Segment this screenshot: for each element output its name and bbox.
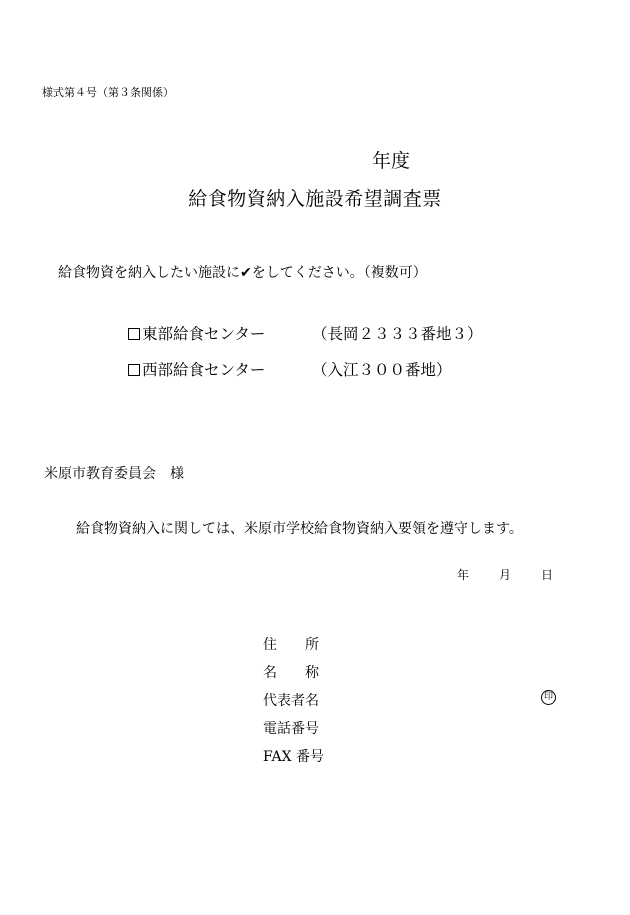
company-name-label: 名 称	[263, 665, 319, 681]
option-east-center[interactable]	[128, 322, 483, 344]
instruction-text: 給食物資を納入したい施設に✔をしてください。（複数可）	[58, 265, 427, 281]
form-number: 様式第４号（第３条関係）	[42, 86, 174, 99]
date-day-label: 日	[541, 568, 554, 582]
fax-label: FAX 番号	[263, 749, 325, 765]
east-center-checkbox[interactable]	[128, 328, 140, 340]
east-center-address: （長岡２３３３番地３）	[312, 325, 483, 343]
west-center-address: （入江３００番地）	[312, 361, 452, 379]
phone-label: 電話番号	[263, 721, 319, 737]
addressee: 米原市教育委員会 様	[44, 466, 184, 482]
date-year-label: 年	[457, 568, 470, 582]
compliance-statement: 給食物資納入に関しては、米原市学校給食物資納入要領を遵守します。	[76, 521, 523, 537]
seal-icon: 印	[541, 690, 556, 705]
fiscal-year-label: 年度	[372, 150, 411, 172]
representative-label: 代表者名	[263, 693, 319, 709]
option-west-center[interactable]	[128, 358, 452, 380]
document-title: 給食物資納入施設希望調査票	[188, 188, 442, 210]
west-center-checkbox[interactable]	[128, 364, 140, 376]
date-month-label: 月	[499, 568, 512, 582]
east-center-name: 東部給食センター	[142, 325, 266, 343]
address-label: 住 所	[263, 637, 319, 653]
west-center-name: 西部給食センター	[142, 361, 266, 379]
